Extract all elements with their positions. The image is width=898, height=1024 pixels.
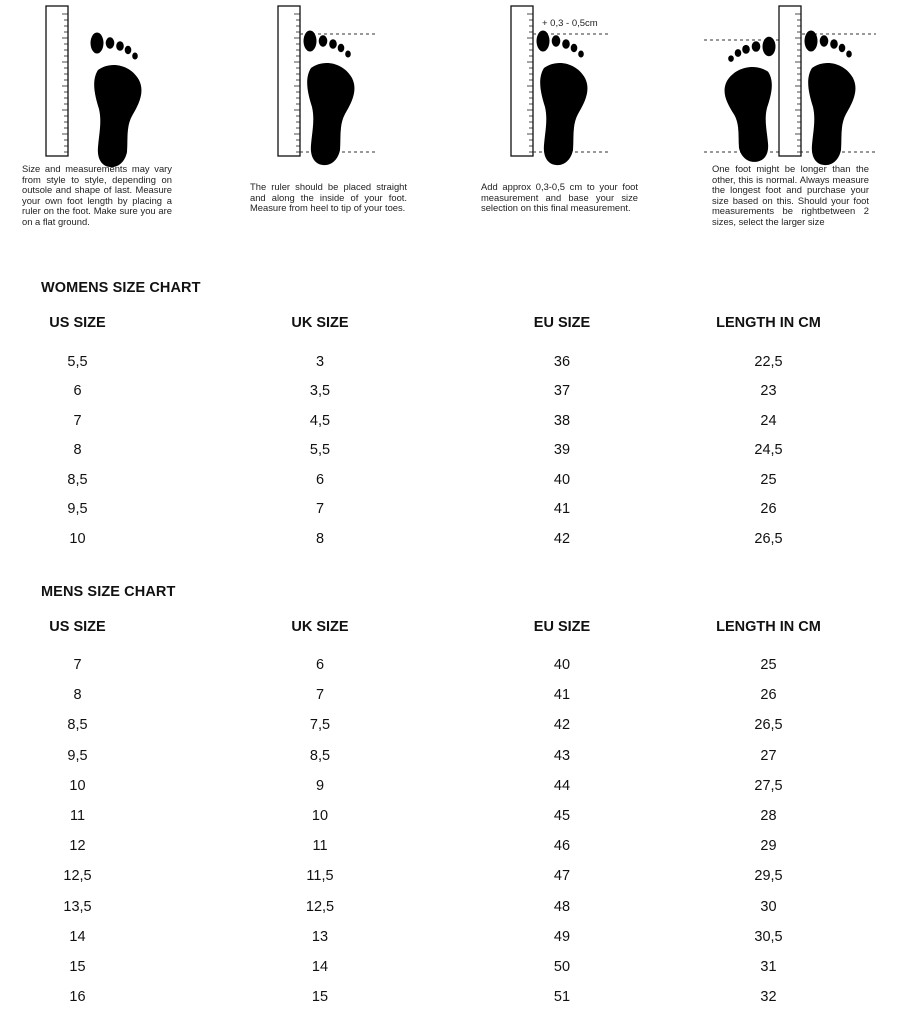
- cell-us-size: 8,5: [67, 471, 88, 488]
- cell-uk-size: 11,5: [306, 868, 334, 885]
- cell-eu-size: 47: [553, 868, 571, 885]
- table-row: [0, 680, 898, 710]
- table-row: [0, 465, 898, 495]
- cell-length-cm: 24: [760, 412, 777, 429]
- table-row: [0, 710, 898, 740]
- table-header-row: [0, 612, 898, 642]
- cell-uk-size: 8: [315, 530, 325, 547]
- cell-length-cm: 32: [760, 989, 777, 1006]
- cell-uk-size: 11: [312, 838, 328, 855]
- cell-us-size: 14: [69, 928, 86, 945]
- cell-length-cm: 26,5: [754, 717, 783, 734]
- ruler-icon: [779, 6, 801, 156]
- cell-uk-size: 14: [311, 958, 329, 975]
- cell-uk-size: 5,5: [309, 442, 331, 459]
- cell-length-cm: 23: [760, 383, 777, 400]
- table-row: [0, 741, 898, 771]
- cell-uk-size: 9: [315, 777, 325, 794]
- cell-us-size: 10: [69, 777, 86, 794]
- mens-table-body: [0, 642, 898, 1012]
- table-row: [0, 524, 898, 554]
- cell-length-cm: 27: [760, 747, 777, 764]
- instruction-caption-1: Size and measurements may vary from style to style, depending on outsole and shape of last. Measure your own foot length by placing a ruler on the foot. Make sure you are on a flat ground.: [22, 163, 172, 227]
- header-length-cm: LENGTH IN CM: [716, 619, 821, 635]
- table-row: [0, 495, 898, 525]
- header-uk-size: UK SIZE: [291, 315, 349, 331]
- header-uk-size: UK SIZE: [291, 619, 349, 635]
- cell-uk-size: 7,5: [309, 717, 331, 734]
- cell-us-size: 9,5: [67, 747, 88, 764]
- cell-uk-size: 6: [315, 657, 325, 674]
- cell-us-size: 12: [69, 838, 86, 855]
- cell-eu-size: 41: [553, 687, 571, 704]
- table-row: [0, 892, 898, 922]
- instruction-caption-3: Add approx 0,3-0,5 cm to your foot measurement and base your size selection on this final measurement.: [481, 181, 638, 214]
- foot-icon: [304, 31, 355, 166]
- cell-length-cm: 26: [760, 687, 777, 704]
- cell-us-size: 8: [73, 442, 82, 459]
- cell-uk-size: 6: [315, 471, 325, 488]
- cell-length-cm: 30: [760, 898, 777, 915]
- cell-eu-size: 49: [553, 928, 571, 945]
- right-foot-icon: [805, 31, 856, 166]
- cell-eu-size: 39: [553, 442, 571, 459]
- cell-eu-size: 40: [553, 471, 571, 488]
- cell-eu-size: 43: [553, 747, 571, 764]
- table-row: [0, 831, 898, 861]
- table-header-row: [0, 308, 898, 338]
- cell-uk-size: 15: [311, 989, 329, 1006]
- womens-table-body: [0, 338, 898, 554]
- cell-length-cm: 26: [760, 501, 777, 518]
- cell-eu-size: 42: [553, 717, 571, 734]
- instruction-caption-2: The ruler should be placed straight and along the inside of your foot. Measure from heel to tip of your toes.: [250, 181, 407, 214]
- cell-eu-size: 45: [553, 808, 571, 825]
- table-row: [0, 436, 898, 466]
- mens-size-chart-title: MENS SIZE CHART: [41, 584, 176, 600]
- table-spacer: [0, 338, 898, 347]
- cell-us-size: 9,5: [67, 501, 88, 518]
- cell-length-cm: 25: [760, 471, 777, 488]
- cell-us-size: 8: [73, 687, 82, 704]
- foot-icon: [537, 31, 588, 166]
- cell-uk-size: 3,5: [309, 383, 331, 400]
- cell-uk-size: 10: [311, 808, 329, 825]
- foot-icon: [91, 33, 142, 168]
- cell-length-cm: 28: [760, 808, 777, 825]
- cell-eu-size: 40: [553, 657, 571, 674]
- add-allowance-illustration: [508, 6, 628, 161]
- cell-uk-size: 3: [315, 353, 325, 370]
- cell-eu-size: 50: [553, 958, 571, 975]
- cell-uk-size: 7: [315, 501, 325, 518]
- cell-length-cm: 30,5: [754, 928, 783, 945]
- cell-eu-size: 51: [553, 989, 571, 1006]
- cell-eu-size: 41: [553, 501, 571, 518]
- instruction-caption-4: One foot might be longer than the other, this is normal. Always measure the longest foot and purchase your size based on this. Should your foot measurements be rightbetween 2 sizes, select the larger size: [712, 164, 869, 227]
- cell-us-size: 16: [69, 989, 86, 1006]
- cell-us-size: 8,5: [67, 717, 88, 734]
- table-row: [0, 801, 898, 831]
- ruler-icon: [511, 6, 533, 156]
- left-foot-icon: [725, 37, 776, 162]
- header-eu-size: EU SIZE: [533, 619, 591, 635]
- cell-uk-size: 4,5: [309, 412, 331, 429]
- cell-us-size: 13,5: [63, 898, 92, 915]
- cell-us-size: 10: [69, 530, 86, 547]
- cell-eu-size: 42: [553, 530, 571, 547]
- header-eu-size: EU SIZE: [533, 315, 591, 331]
- ruler-along-foot-illustration: [278, 6, 388, 161]
- cell-eu-size: 44: [553, 777, 571, 794]
- allowance-annotation: + 0,3 - 0,5cm: [542, 18, 598, 29]
- womens-size-table: [0, 308, 898, 554]
- cell-length-cm: 29: [760, 838, 777, 855]
- ruler-and-foot-illustration: [46, 6, 156, 161]
- table-row: [0, 861, 898, 891]
- cell-eu-size: 48: [553, 898, 571, 915]
- cell-uk-size: 13: [311, 928, 329, 945]
- womens-size-chart-title: WOMENS SIZE CHART: [41, 280, 201, 296]
- cell-uk-size: 12,5: [305, 898, 335, 915]
- cell-us-size: 7: [73, 412, 82, 429]
- cell-length-cm: 25: [760, 657, 777, 674]
- header-us-size: US SIZE: [49, 315, 106, 331]
- ruler-icon: [278, 6, 300, 156]
- table-row: [0, 952, 898, 982]
- cell-us-size: 11: [69, 808, 86, 825]
- table-row: [0, 982, 898, 1012]
- cell-eu-size: 46: [553, 838, 571, 855]
- cell-us-size: 6: [73, 383, 82, 400]
- table-row: [0, 347, 898, 377]
- cell-us-size: 5,5: [67, 353, 88, 370]
- cell-length-cm: 24,5: [754, 442, 783, 459]
- cell-length-cm: 31: [760, 958, 777, 975]
- header-us-size: US SIZE: [49, 619, 106, 635]
- table-row: [0, 650, 898, 680]
- cell-length-cm: 29,5: [754, 868, 783, 885]
- table-row: [0, 922, 898, 952]
- cell-uk-size: 8,5: [309, 747, 331, 764]
- cell-eu-size: 38: [553, 412, 571, 429]
- table-row: [0, 406, 898, 436]
- table-row: [0, 377, 898, 407]
- cell-us-size: 7: [73, 657, 82, 674]
- cell-eu-size: 36: [553, 353, 571, 370]
- table-row: [0, 771, 898, 801]
- two-feet-illustration: [704, 6, 884, 161]
- cell-length-cm: 26,5: [754, 530, 783, 547]
- table-spacer: [0, 642, 898, 650]
- cell-eu-size: 37: [553, 383, 571, 400]
- header-length-cm: LENGTH IN CM: [716, 315, 821, 331]
- cell-length-cm: 22,5: [754, 353, 783, 370]
- cell-us-size: 12,5: [63, 868, 92, 885]
- cell-length-cm: 27,5: [754, 777, 783, 794]
- mens-size-table: [0, 612, 898, 1012]
- cell-uk-size: 7: [315, 687, 325, 704]
- cell-us-size: 15: [69, 958, 86, 975]
